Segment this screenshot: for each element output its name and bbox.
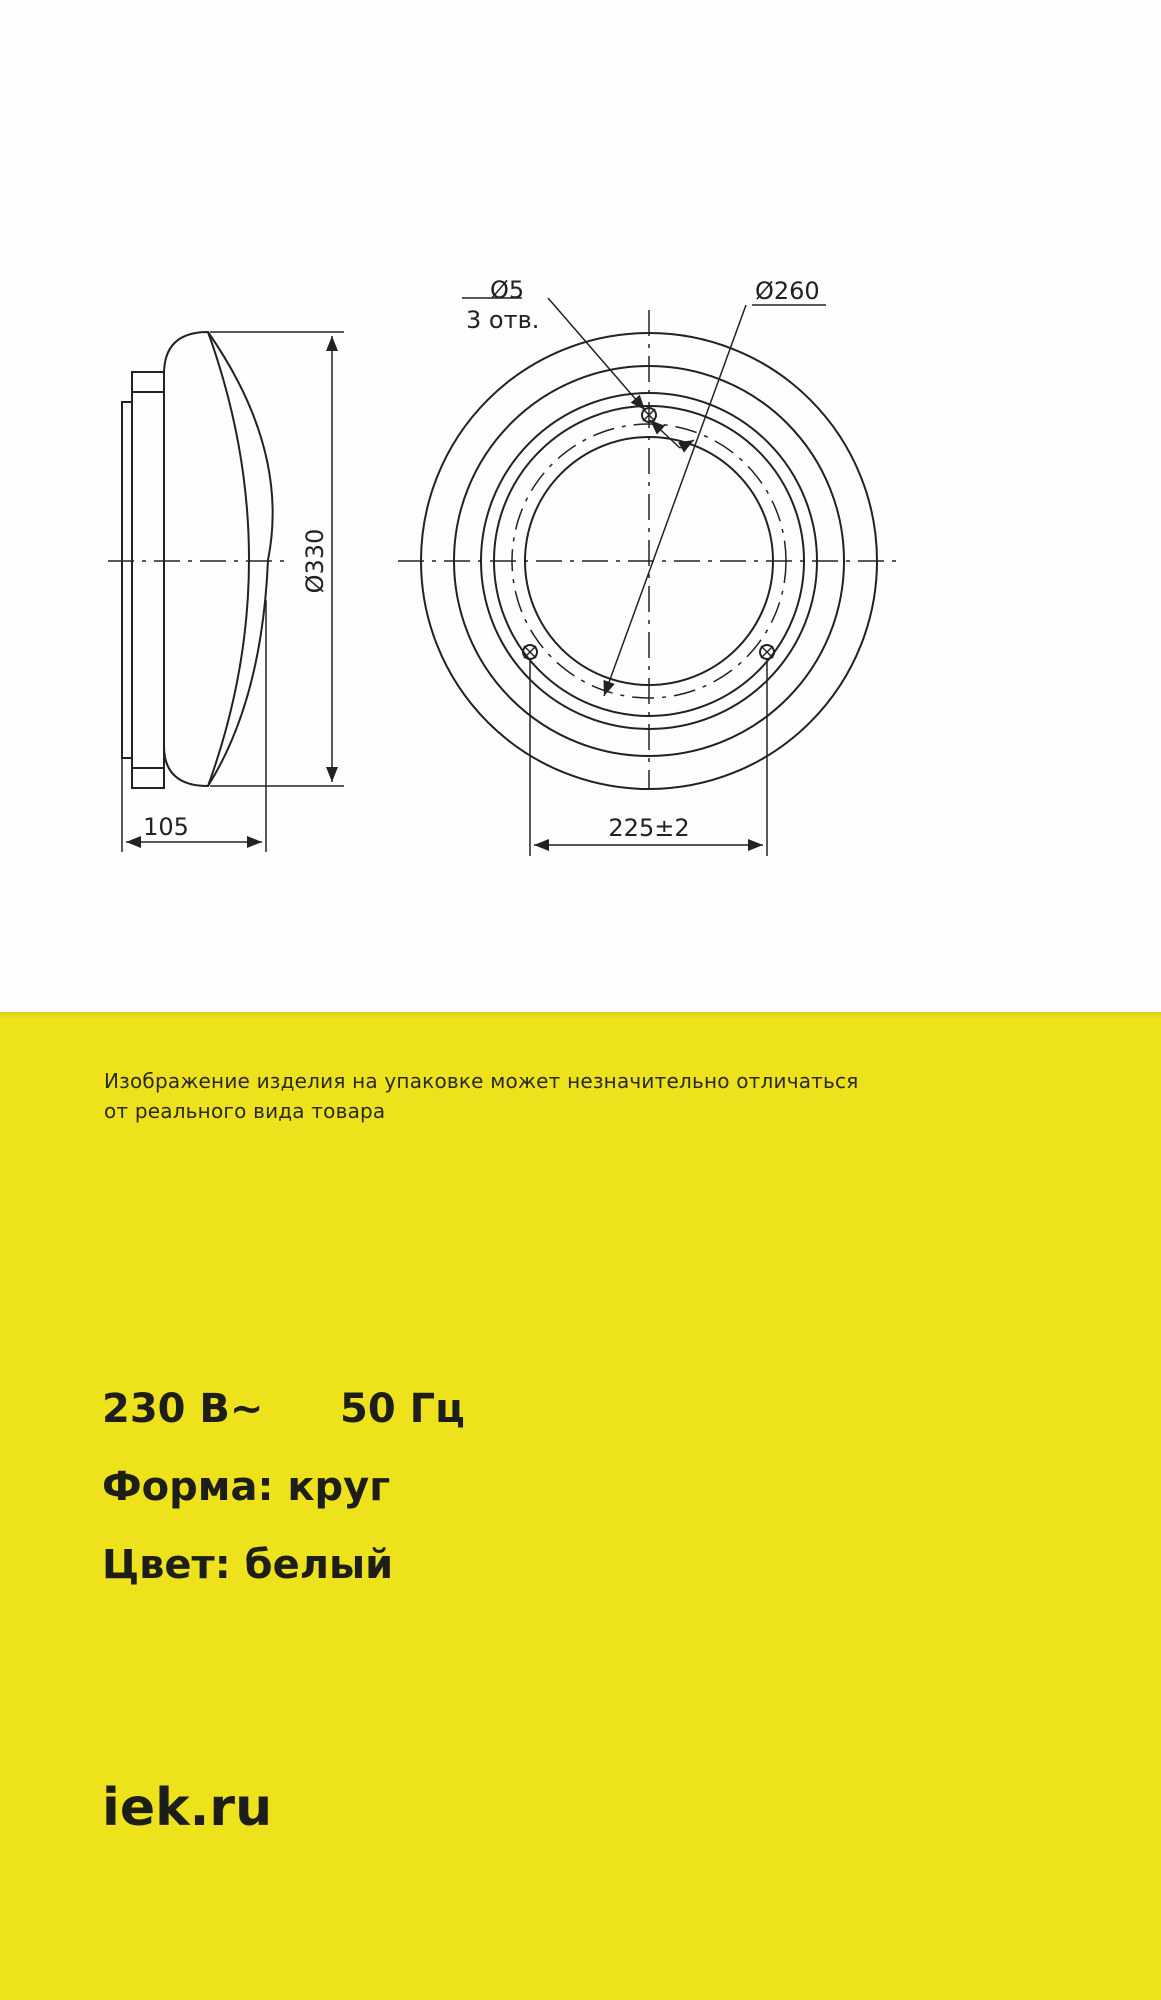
side-dome-curve [208, 332, 273, 786]
spec-voltage: 230 В~ [102, 1386, 264, 1432]
side-dome [164, 332, 249, 786]
spec-color: Цвет: белый [102, 1542, 394, 1588]
mount-hole-left [523, 645, 537, 659]
spec-shape: Форма: круг [102, 1464, 391, 1510]
dim-label-260: Ø260 [755, 277, 820, 305]
dim-label-225: 225±2 [608, 814, 690, 842]
disclaimer-line-1: Изображение изделия на упаковке может незначительно отличаться [104, 1069, 859, 1093]
dim-label-330: Ø330 [301, 528, 329, 594]
dim-label-105: 105 [143, 813, 189, 841]
brand-website: iek.ru [102, 1778, 273, 1838]
leader-hole [548, 298, 645, 410]
front-view [398, 298, 900, 856]
side-base-inner [132, 372, 164, 788]
disclaimer-line-2: от реального вида товара [104, 1099, 386, 1123]
disclaimer-text [104, 1066, 1004, 1126]
dim-label-hole-count: 3 отв. [466, 306, 540, 334]
panel-fold-edge [0, 1012, 1161, 1018]
dim-line-260 [604, 305, 746, 696]
dim-label-hole-diameter: Ø5 [490, 276, 525, 304]
side-base-outer [122, 402, 132, 758]
mount-hole-right [760, 645, 774, 659]
spec-frequency: 50 Гц [340, 1386, 465, 1432]
